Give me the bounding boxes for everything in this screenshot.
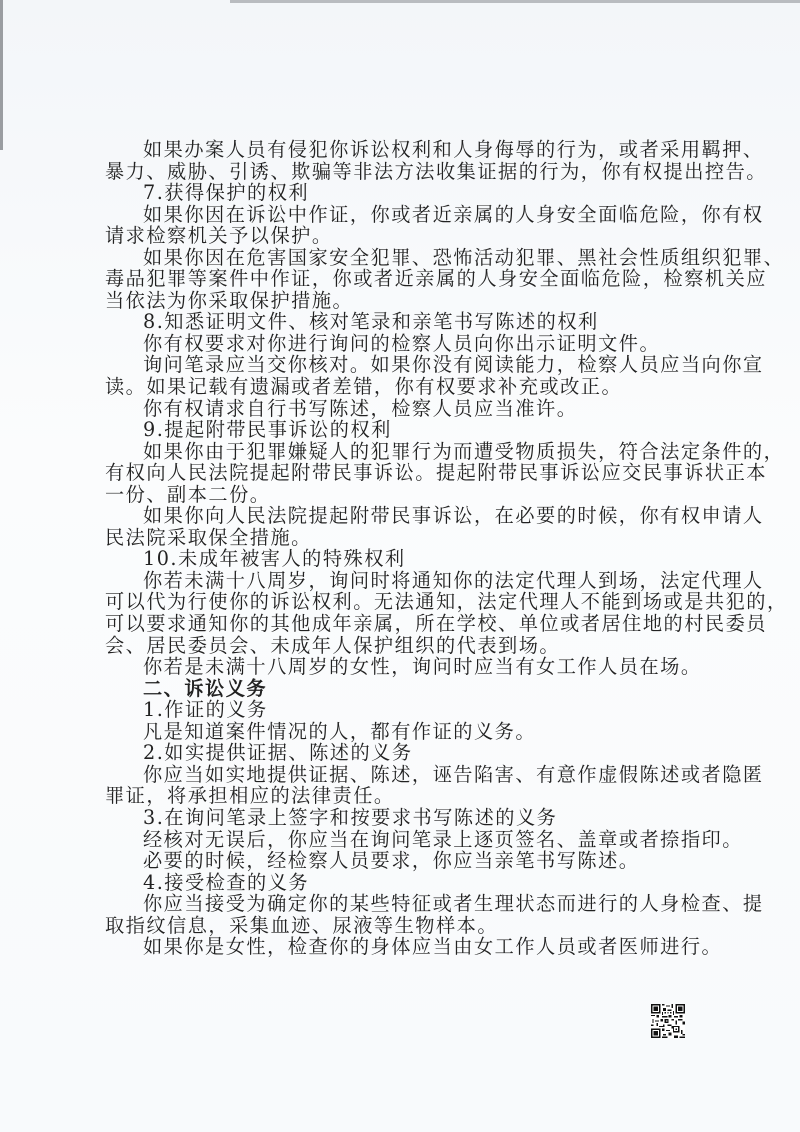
text-line: 4.接受检查的义务 xyxy=(143,870,310,894)
text-line: 一份、副本二份。 xyxy=(105,482,271,506)
text-line: 你若未满十八周岁，询问时将通知你的法定代理人到场，法定代理人 xyxy=(143,568,764,592)
text-line: 询问笔录应当交你核对。如果你没有阅读能力，检察人员应当向你宣 xyxy=(143,353,764,377)
text-line: 会、居民委员会、未成年人保护组织的代表到场。 xyxy=(105,633,561,657)
text-line: 可以代为行使你的诉讼权利。无法通知，法定代理人不能到场或是共犯的， xyxy=(105,590,788,614)
section-heading: 二、诉讼义务 xyxy=(143,676,268,700)
text-line: 取指纹信息，采集血迹、尿液等生物样本。 xyxy=(105,913,499,937)
text-line: 如果你因在诉讼中作证，你或者近亲属的人身安全面临危险，你有权 xyxy=(143,202,764,226)
text-line: 3.在询问笔录上签字和按要求书写陈述的义务 xyxy=(143,805,558,829)
text-line: 你应当如实地提供证据、陈述，诬告陷害、有意作虚假陈述或者隐匿 xyxy=(143,762,764,786)
text-line: 当依法为你采取保护措施。 xyxy=(105,288,354,312)
text-line: 经核对无误后，你应当在询问笔录上逐页签名、盖章或者捺指印。 xyxy=(143,827,743,851)
text-line: 罪证，将承担相应的法律责任。 xyxy=(105,784,395,808)
text-line: 读。如果记载有遗漏或者差错，你有权要求补充或改正。 xyxy=(105,375,623,399)
text-line: 可以要求通知你的其他成年亲属，所在学校、单位或者居住地的村民委员 xyxy=(105,612,767,636)
text-line: 如果你向人民法院提起附带民事诉讼，在必要的时候，你有权申请人 xyxy=(143,504,764,528)
text-line: 如果你由于犯罪嫌疑人的犯罪行为而遭受物质损失，符合法定条件的， xyxy=(143,439,785,463)
scan-left-edge xyxy=(0,0,3,150)
text-line: 有权向人民法院提起附带民事诉讼。提起附带民事诉讼应交民事诉状正本 xyxy=(105,461,767,485)
text-line: 你若是未满十八周岁的女性，询问时应当有女工作人员在场。 xyxy=(143,655,702,679)
text-line: 8.知悉证明文件、核对笔录和亲笔书写陈述的权利 xyxy=(143,310,599,334)
qr-code-icon xyxy=(651,1004,685,1038)
text-line: 1.作证的义务 xyxy=(143,698,268,722)
text-line: 2.如实提供证据、陈述的义务 xyxy=(143,741,413,765)
text-line: 请求检察机关予以保护。 xyxy=(105,224,333,248)
text-line: 如果你是女性，检查你的身体应当由女工作人员或者医师进行。 xyxy=(143,935,723,959)
text-line: 如果办案人员有侵犯你诉讼权利和人身侮辱的行为，或者采用羁押、 xyxy=(143,138,764,161)
document-body xyxy=(105,138,788,959)
text-line: 民法院采取保全措施。 xyxy=(105,525,312,549)
text-line: 如果你因在危害国家安全犯罪、恐怖活动犯罪、黑社会性质组织犯罪、 xyxy=(143,245,785,269)
text-line: 暴力、威胁、引诱、欺骗等非法方法收集证据的行为，你有权提出控告。 xyxy=(105,159,767,183)
text-line: 凡是知道案件情况的人，都有作证的义务。 xyxy=(143,719,537,743)
text-line: 你有权请求自行书写陈述，检察人员应当准许。 xyxy=(143,396,578,420)
scan-top-edge xyxy=(230,0,800,3)
text-line: 你有权要求对你进行询问的检察人员向你出示证明文件。 xyxy=(143,331,661,355)
text-line: 必要的时候，经检察人员要求，你应当亲笔书写陈述。 xyxy=(143,849,640,873)
text-line: 9.提起附带民事诉讼的权利 xyxy=(143,418,392,442)
text-line: 你应当接受为确定你的某些特征或者生理状态而进行的人身检查、提 xyxy=(143,892,764,916)
text-line: 毒品犯罪等案件中作证，你或者近亲属的人身安全面临危险，检察机关应 xyxy=(105,267,767,291)
text-line: 10.未成年被害人的特殊权利 xyxy=(143,547,406,571)
text-line: 7.获得保护的权利 xyxy=(143,181,310,205)
